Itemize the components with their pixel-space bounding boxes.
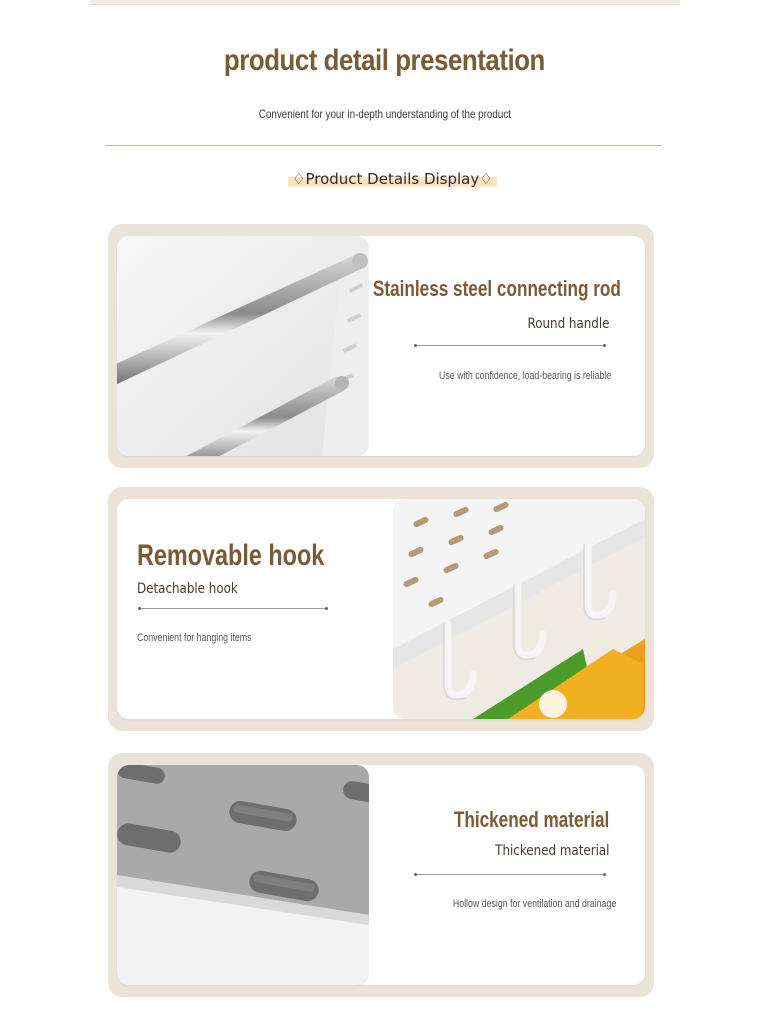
card-description: Hollow design for ventilation and drainage xyxy=(452,898,616,910)
card-subtitle: Round handle xyxy=(527,316,609,332)
page-subtitle: Convenient for your in-depth understanding of the product xyxy=(258,107,511,121)
thickened-material-photo xyxy=(117,765,369,985)
card-description: Convenient for hanging items xyxy=(137,632,252,644)
feature-card-body xyxy=(117,499,645,719)
feature-card-body xyxy=(117,765,645,985)
hook-photo xyxy=(393,499,645,719)
card-rule xyxy=(417,874,603,875)
section-heading: ♢Product Details Display♢ xyxy=(288,168,497,190)
top-banner-edge xyxy=(90,0,680,5)
feature-card-body xyxy=(117,236,645,456)
card-description: Use with confidence, load-bearing is reliable xyxy=(438,370,611,382)
feature-card-rod xyxy=(108,224,654,468)
connecting-rod-photo xyxy=(117,236,369,456)
feature-card-hook xyxy=(108,487,654,731)
card-subtitle: Detachable hook xyxy=(137,581,238,597)
card-rule xyxy=(141,608,325,609)
feature-card-material xyxy=(108,753,654,997)
card-rule xyxy=(417,345,603,346)
card-title: Thickened material xyxy=(453,807,609,832)
card-subtitle: Thickened material xyxy=(494,843,609,859)
card-title: Removable hook xyxy=(137,539,325,572)
page-title: product detail presentation xyxy=(223,44,545,77)
card-title: Stainless steel connecting rod xyxy=(373,276,621,301)
header-divider xyxy=(105,145,662,146)
